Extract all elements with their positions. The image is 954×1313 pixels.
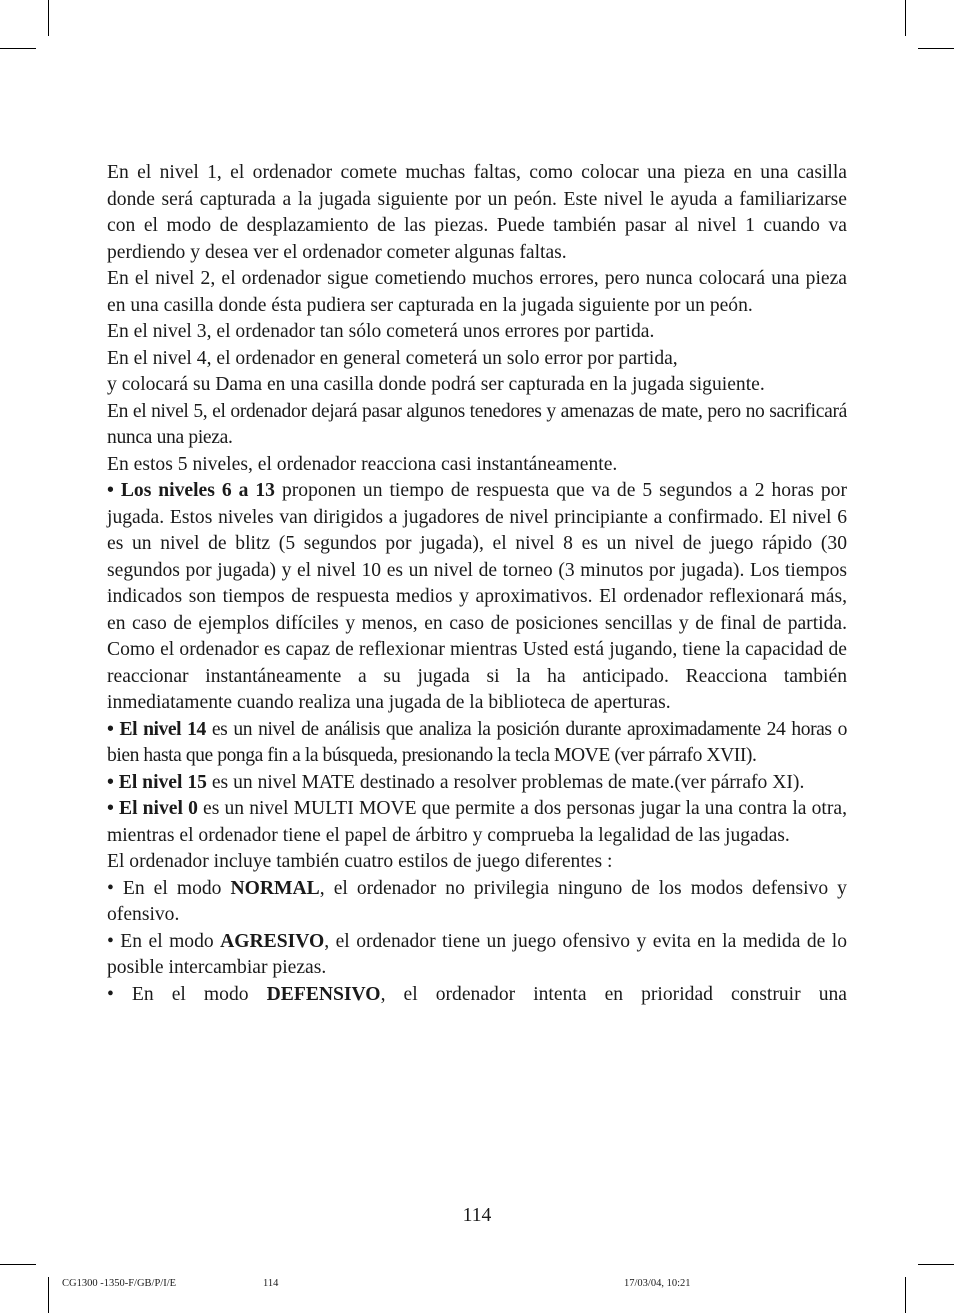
paragraph xyxy=(107,399,847,452)
paragraph xyxy=(107,372,847,399)
crop-mark xyxy=(0,1264,36,1265)
body-text xyxy=(107,160,847,1008)
paragraph-text: En el nivel 5, el ordenador dejará pasar algunos tenedores y amenazas de mate, pero no sacrificará nunca una pieza. xyxy=(107,400,847,448)
paragraph xyxy=(107,319,847,346)
paragraph-text: es un nivel MULTI MOVE que permite a dos personas jugar la una contra la otra, mientras el ordenador tiene el papel de árbitro y comprueba la legalidad de las jugadas. xyxy=(107,798,847,846)
paragraph xyxy=(107,849,847,876)
paragraph xyxy=(107,982,847,1009)
paragraph xyxy=(107,770,847,797)
paragraph-text: , el ordenador no privilegia ninguno de los modos defensivo y ofensivo. xyxy=(107,877,847,925)
paragraph-text: , el ordenador intenta en prioridad construir una xyxy=(380,983,847,1005)
paragraph xyxy=(107,160,847,266)
bold-lead: • El nivel 15 xyxy=(107,771,207,793)
paragraph-text: En el nivel 3, el ordenador tan sólo cometerá unos errores por partida. xyxy=(107,321,655,342)
crop-mark xyxy=(0,48,36,49)
paragraph xyxy=(107,478,847,717)
paragraph-text: En estos 5 niveles, el ordenador reacciona casi instantáneamente. xyxy=(107,453,618,475)
mode-name: DEFENSIVO xyxy=(266,983,381,1005)
bold-lead: • El nivel 0 xyxy=(107,798,198,819)
footer-timestamp: 17/03/04, 10:21 xyxy=(624,1278,691,1289)
paragraph-text: , el ordenador tiene un juego ofensivo y evita en la medida de lo posible intercambiar piezas. xyxy=(107,930,847,978)
paragraph-text: En el nivel 4, el ordenador en general cometerá un solo error por partida, xyxy=(107,347,678,369)
paragraph xyxy=(107,796,847,849)
paragraph-text: En el nivel 1, el ordenador comete muchas faltas, como colocar una pieza en una casilla donde será capturada a la jugada siguiente por un peón. Este nivel le ayuda a familiarizarse con el modo de desplazamiento de las piezas. Puede también pasar al nivel 1 cuando va perdiendo y desea ver el ordenador cometer algunas faltas. xyxy=(107,162,847,263)
paragraph xyxy=(107,346,847,373)
paragraph-text: En el nivel 2, el ordenador sigue cometiendo muchos errores, pero nunca colocará una pieza en una casilla donde ésta pudiera ser capturada en la jugada siguiente por un peón. xyxy=(107,268,847,316)
bold-lead: • Los niveles 6 a 13 xyxy=(107,480,275,501)
paragraph-text: es un nivel de análisis que analiza la posición durante aproximadamente 24 horas o bien hasta que ponga fin a la búsqueda, presionando la tecla MOVE (ver párrafo XVII). xyxy=(107,718,847,766)
page-number: 114 xyxy=(462,1205,492,1226)
crop-mark xyxy=(48,0,49,36)
crop-mark xyxy=(905,1277,906,1313)
paragraph xyxy=(107,929,847,982)
paragraph xyxy=(107,452,847,479)
mode-name: AGRESIVO xyxy=(220,930,325,952)
paragraph-text: y colocará su Dama en una casilla donde podrá ser capturada en la jugada siguiente. xyxy=(107,374,765,395)
paragraph xyxy=(107,266,847,319)
crop-mark xyxy=(48,1277,49,1313)
paragraph-text: • En el modo xyxy=(107,930,221,952)
bold-lead: • El nivel 14 xyxy=(107,718,206,740)
crop-mark xyxy=(918,1264,954,1265)
paragraph xyxy=(107,876,847,929)
paragraph-text: es un nivel MATE destinado a resolver problemas de mate.(ver párrafo XI). xyxy=(206,771,805,793)
paragraph-text: • En el modo xyxy=(107,877,231,899)
crop-mark xyxy=(905,0,906,36)
paragraph-text: proponen un tiempo de respuesta que va de 5 segundos a 2 horas por jugada. Estos niveles van dirigidos a jugadores de nivel principiante a confirmado. El nivel 6 es un nivel de blitz (5 segundos por jugada), el nivel 8 es un nivel de juego rápido (30 segundos por jugada) y el nivel 10 es un nivel de torneo (3 minutos por jugada). Los tiempos indicados son tiempos de respuesta medios y aproximativos. El ordenador reflexionará más, en caso de ejemplos difíciles y menos, en caso de posiciones sencillas y de final de partida. Como el ordenador es capaz de reflexionar mientras Usted está jugando, tiene la capacidad de reaccionar instantáneamente a su jugada si la ha anticipado. Reacciona también inmediatamente cuando realiza una jugada de la biblioteca de aperturas. xyxy=(107,480,847,713)
footer-page: 114 xyxy=(263,1278,279,1289)
paragraph-text: El ordenador incluye también cuatro estilos de juego diferentes : xyxy=(107,851,613,872)
crop-mark xyxy=(918,48,954,49)
footer-doc-code: CG1300 -1350-F/GB/P/I/E xyxy=(62,1278,177,1289)
mode-name: NORMAL xyxy=(230,877,320,899)
paragraph-text: • En el modo xyxy=(107,983,267,1005)
paragraph xyxy=(107,717,847,770)
